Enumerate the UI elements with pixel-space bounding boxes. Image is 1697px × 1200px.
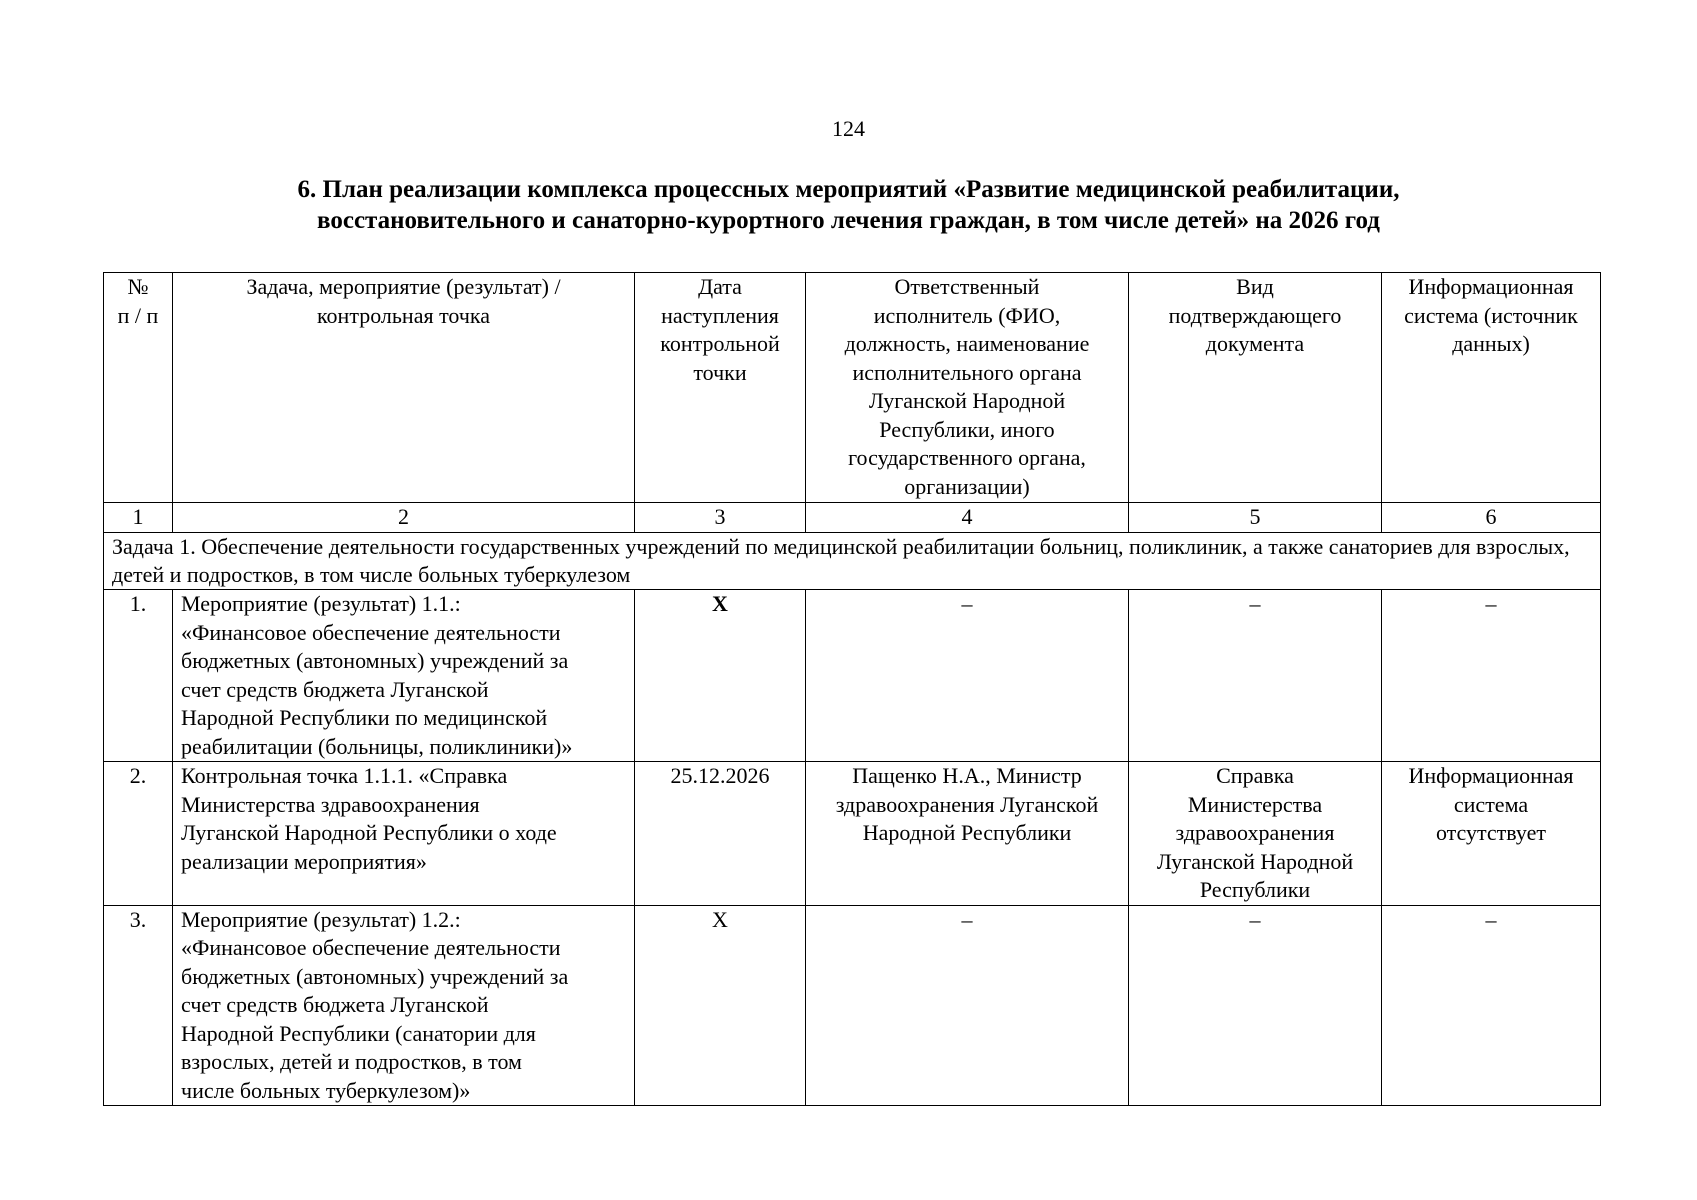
row-task-line: бюджетных (автономных) учреждений за [181, 648, 569, 673]
row-info-line: – [1485, 591, 1497, 616]
header-info-line: данных) [1452, 331, 1530, 356]
row-task [173, 762, 635, 906]
column-number: 4 [806, 503, 1129, 533]
row-doc-line: Справка [1216, 763, 1294, 788]
header-task-line: Задача, мероприятие (результат) / [246, 274, 561, 299]
row-task-line: реабилитации (больницы, поликлиники)» [181, 733, 573, 759]
table-row [104, 905, 1601, 1106]
header-responsible-line: Ответственный [894, 274, 1040, 299]
row-info-line: – [1485, 906, 1497, 932]
implementation-plan-table [103, 272, 1601, 1106]
row-task-line: счет средств бюджета Луганской [181, 676, 489, 702]
page-number: 124 [832, 116, 865, 141]
header-responsible-line: исполнитель (ФИО, [873, 302, 1061, 328]
row-responsible-line: здравоохранения Луганской [835, 791, 1099, 817]
header-document-type [1129, 273, 1382, 503]
row-task-line: «Финансовое обеспечение деятельности [181, 935, 561, 960]
row-task-line: бюджетных (автономных) учреждений за [181, 963, 569, 989]
header-responsible-line: Луганской Народной [868, 388, 1066, 413]
header-date-line: наступления [661, 302, 779, 328]
row-date: X [635, 905, 806, 1106]
header-responsible-line: Республики, иного [879, 416, 1055, 442]
row-info-line: отсутствует [1435, 820, 1547, 845]
row-responsible-line: Пащенко Н.А., Министр [852, 763, 1082, 788]
table-row [104, 762, 1601, 906]
header-num [104, 273, 173, 503]
header-doc-line: Вид [1236, 274, 1274, 299]
task-heading: Задача 1. Обеспечение деятельности государственных учреждений по медицинской реабилитации больниц, поликлиник, а также санаториев для взрослых, детей и подростков, в том числе больных туберкулезом [104, 533, 1601, 590]
column-number: 5 [1129, 503, 1382, 533]
document-title [150, 174, 1547, 236]
row-number: 2. [104, 762, 173, 906]
row-info-line: Информационная [1408, 763, 1574, 788]
row-task-line: Мероприятие (результат) 1.2.: [181, 906, 461, 932]
header-date-line: контрольной [660, 331, 780, 356]
header-task-line: контрольная точка [316, 302, 491, 328]
row-task-line: Министерства здравоохранения [181, 791, 480, 817]
row-doc-line: Министерства [1187, 791, 1323, 817]
header-doc-line: подтверждающего [1168, 302, 1342, 328]
row-responsible-line: – [961, 591, 973, 616]
row-document-type [1129, 590, 1382, 762]
header-date-line: Дата [698, 274, 742, 299]
header-info-line: Информационная [1408, 274, 1574, 299]
header-responsible-line: должность, наименование [844, 331, 1090, 356]
header-responsible-line: исполнительного органа [852, 359, 1082, 385]
row-doc-line: Республики [1199, 877, 1311, 902]
row-task [173, 905, 635, 1106]
header-responsible [806, 273, 1129, 503]
row-info-system [1382, 590, 1601, 762]
row-doc-line: здравоохранения [1175, 820, 1335, 845]
row-task-line: счет средств бюджета Луганской [181, 992, 489, 1017]
row-responsible-line: – [961, 906, 973, 932]
row-document-type [1129, 762, 1382, 906]
row-responsible [806, 762, 1129, 906]
row-doc-line: – [1249, 591, 1261, 616]
header-responsible-line: организации) [904, 473, 1030, 499]
header-num-line: № [127, 274, 149, 299]
header-responsible-line: государственного органа, [848, 445, 1086, 470]
row-task-line: реализации мероприятия» [181, 848, 427, 874]
row-info-line: система [1453, 791, 1529, 817]
header-task [173, 273, 635, 503]
row-info-system [1382, 762, 1601, 906]
row-responsible [806, 590, 1129, 762]
row-task-line: «Финансовое обеспечение деятельности [181, 619, 561, 645]
document-title-line-1: 6. План реализации комплекса процессных мероприятий «Развитие медицинской реабилитации, [297, 176, 1400, 203]
row-responsible [806, 905, 1129, 1106]
header-num-line: п / п [117, 302, 159, 328]
column-number: 3 [635, 503, 806, 533]
row-info-system [1382, 905, 1601, 1106]
table-row [104, 590, 1601, 762]
row-task-line: числе больных туберкулезом)» [181, 1077, 471, 1103]
row-task-line: Народной Республики (санатории для [181, 1020, 536, 1046]
column-number-row [104, 503, 1601, 533]
header-info-system [1382, 273, 1601, 503]
header-date-line: точки [693, 359, 747, 385]
header-doc-line: документа [1205, 331, 1305, 356]
row-number: 1. [104, 590, 173, 762]
row-number: 3. [104, 905, 173, 1106]
document-title-line-2: восстановительного и санаторно-курортного лечения граждан, в том числе детей» на 2026 год [317, 207, 1380, 234]
row-doc-line: Луганской Народной [1156, 848, 1354, 874]
row-task-line: взрослых, детей и подростков, в том [181, 1049, 522, 1074]
row-task-line: Контрольная точка 1.1.1. «Справка [181, 763, 508, 788]
row-date: 25.12.2026 [635, 762, 806, 906]
row-task-line: Народной Республики по медицинской [181, 705, 548, 730]
row-doc-line: – [1249, 906, 1261, 932]
row-responsible-line: Народной Республики [862, 820, 1072, 845]
row-document-type [1129, 905, 1382, 1106]
column-number: 2 [173, 503, 635, 533]
row-task [173, 590, 635, 762]
header-info-line: система (источник [1404, 302, 1578, 328]
column-number: 1 [104, 503, 173, 533]
header-row [104, 273, 1601, 503]
column-number: 6 [1382, 503, 1601, 533]
task-heading-row [104, 533, 1601, 590]
row-task-line: Луганской Народной Республики о ходе [181, 820, 557, 845]
row-date: X [635, 590, 806, 762]
header-date [635, 273, 806, 503]
row-task-line: Мероприятие (результат) 1.1.: [181, 591, 461, 616]
